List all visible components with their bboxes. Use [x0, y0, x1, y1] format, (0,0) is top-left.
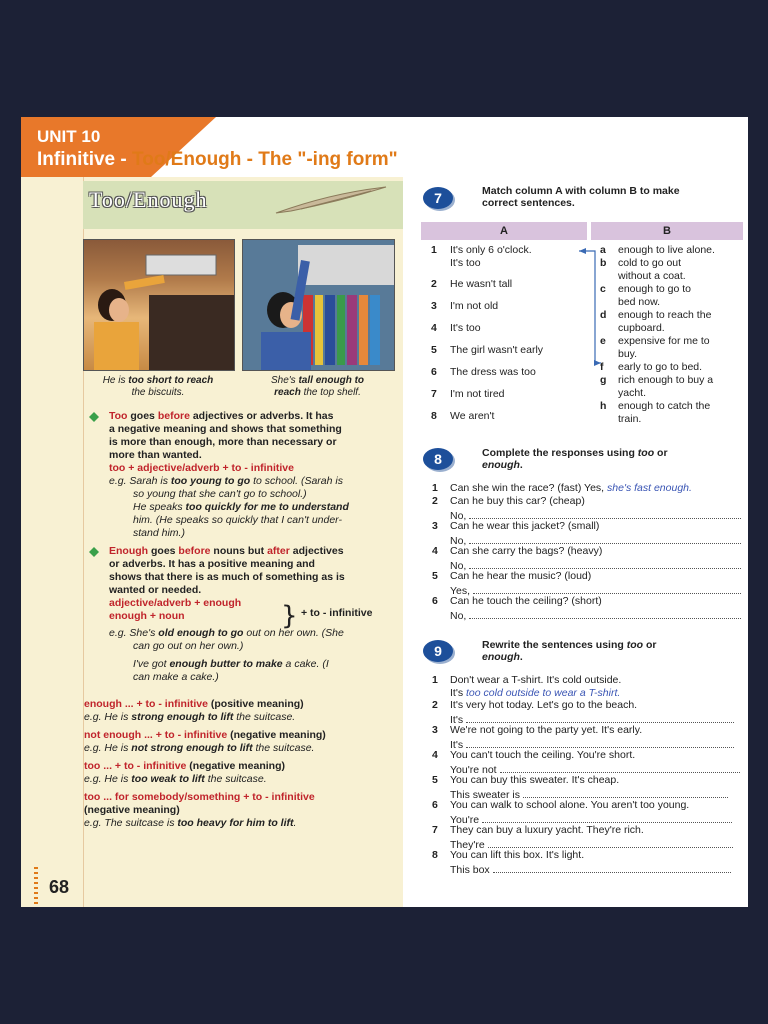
exercise-8-number: 8: [423, 448, 453, 470]
answer-blank[interactable]: [469, 558, 741, 569]
enough-formula-infinitive: + to - infinitive: [301, 607, 373, 619]
answer-blank[interactable]: [493, 862, 731, 873]
margin-dots: [34, 867, 38, 905]
match-arrow-line: [551, 245, 601, 371]
answer-blank[interactable]: [469, 508, 741, 519]
answer-blank[interactable]: [469, 608, 741, 619]
exercise-7-number: 7: [423, 187, 453, 209]
exercise-8-title: Complete the responses using too or enough.: [482, 447, 668, 471]
answer-blank[interactable]: [482, 812, 732, 823]
answer-blank[interactable]: [469, 533, 741, 544]
feather-illustration: [271, 183, 391, 217]
diamond-bullet-icon: [89, 547, 99, 557]
answer-example: she's fast enough.: [607, 482, 692, 494]
column-b-header: B: [591, 222, 743, 240]
unit-title: Infinitive - Too/Enough - The "-ing form": [37, 149, 398, 170]
exercise-9-title: Rewrite the sentences using too or enough.: [482, 639, 657, 663]
photo-tall-girl: [242, 239, 395, 371]
unit-label: UNIT 10: [37, 127, 101, 146]
column-a-header: A: [421, 222, 587, 240]
answer-blank[interactable]: [466, 712, 734, 723]
pattern-list: enough ... + to - infinitive (positive meaning) e.g. He is strong enough to lift the suitcase. not enough ... + to - infinitive (negative meaning) e.g. He is not strong enough to lift the suitcase. too ... + to - infinitive (negative meaning) e.g. He is too weak to lift the suitcase. too ... for somebody/something + to - infinitive (negative meaning) e.g. The suitcase is too heavy for him to lift.: [84, 698, 326, 829]
answer-blank[interactable]: [473, 583, 741, 594]
exercise-7-title: Match column A with column B to make correct sentences.: [482, 185, 680, 209]
diamond-bullet-icon: [89, 412, 99, 422]
textbook-page: UNIT 10 Infinitive - Too/Enough - The "-ing form" Too/Enough He is too short to reach the biscuits. She's tall enough to reach the top shelf. Too goes before adjectives or adverbs. It has a negative meaning and shows that something is more than enough, more than necessary or more than wanted. too + adjective/adverb + to - infinitive e.g. Sarah is too young to go to school. (Sarah is so young that she can't go to school.) He speaks too quickly for me to understand him. (He speaks so quickly that I can't under- stand him.) Enough goes before nouns but after adjectives or adverbs. It has a positive meaning and shows that there is as much of something as is wanted or needed. adjective/adverb + enough enough + noun e.g. She's old enough to go out on her own. (She can go out on her own.) I've got enough butter to make a cake. (I can make a cake.) } + to - infinitive enough ... + to - infinitive (positive meaning) e.g. He is strong enough to lift the suitcase. not enough ... + to - infinitive (negative meaning) e.g. He is not strong enough to lift the suitcase. too ... + to - infinitive (negative meaning) e.g. He is too weak to lift the suitcase. too ... for somebody/something + to - infinitive (negative meaning) e.g. The suitcase is too heavy for him to lift. 68 7 Match column A with column B to make correct sentences. A B 1 It's only 6 o'clock. It's too 2 He wasn't tall 3 I'm not old 4 It's too 5 The girl wasn't early 6 The dress was too 7 I'm not tired 8 We aren't a enough to live alone. b cold to go out without a coat. c enough to go to bed now. d enough to reach the cupboard. e expensive for me to buy. f early to go to bed. g rich enough to buy a yacht. h enough to catch the train. 8 Complete the responses using too or enough. 1 Can she win the race? (fast) Yes, she's fast enough. 2 Can he buy this car? (cheap) No, 3 Can he wear this jacket? (small) No, 4 Can she carry the bags? (heavy) No, 5 Can he hear the music? (loud) Yes, 6 Can he touch the ceiling? (short) No, 9 Rewrite the sentences using too or enough. 1 Don't wear a T-shirt. It's cold outside. It's too cold outside to wear a T-shirt. 2 It's very hot today. Let's go to the beach. It's 3 We're not going to the party yet. It's early. It's 4 You can't touch the ceiling. You're short. You're not 5 You can buy this sweater. It's cheap. This sweater is 6 You can walk to school alone. You aren't too young. You're 7 They can buy a luxury yacht. They're rich. They're 8 You can lift this box. It's light. This box: [21, 117, 748, 907]
brace: }: [281, 601, 298, 631]
enough-formula-2: enough + noun: [109, 610, 185, 622]
enough-rule: Enough goes before nouns but after adjectives or adverbs. It has a positive meaning and shows that there is as much of something as is wanted or needed. adjective/adverb + enough enough + noun e.g. She's old enough to go out on her own. (She can go out on her own.) I've got enough butter to make a cake. (I can make a cake.): [109, 545, 399, 684]
answer-blank[interactable]: [488, 837, 733, 848]
enough-formula-1: adjective/adverb + enough: [109, 597, 242, 609]
caption-short: He is too short to reach the biscuits.: [102, 375, 214, 398]
answer-blank[interactable]: [523, 787, 728, 798]
exercise-9-number: 9: [423, 640, 453, 662]
too-formula: too + adjective/adverb + to - infinitive: [109, 462, 294, 474]
photo-short-girl: [83, 239, 235, 371]
section-title: Too/Enough: [89, 187, 208, 212]
answer-example: too cold outside to wear a T-shirt.: [466, 687, 621, 699]
caption-tall: She's tall enough to reach the top shelf.: [270, 375, 365, 398]
answer-blank[interactable]: [466, 737, 734, 748]
answer-blank[interactable]: [500, 762, 740, 773]
page-number: 68: [49, 877, 70, 897]
too-rule: Too goes before adjectives or adverbs. It has a negative meaning and shows that something is more than enough, more than necessary or more than wanted. too + adjective/adverb + to - infinitive e.g. Sarah is too young to go to school. (Sarah is so young that she can't go to school.) He speaks too quickly for me to understand him. (He speaks so quickly that I can't under- stand him.): [109, 410, 399, 540]
